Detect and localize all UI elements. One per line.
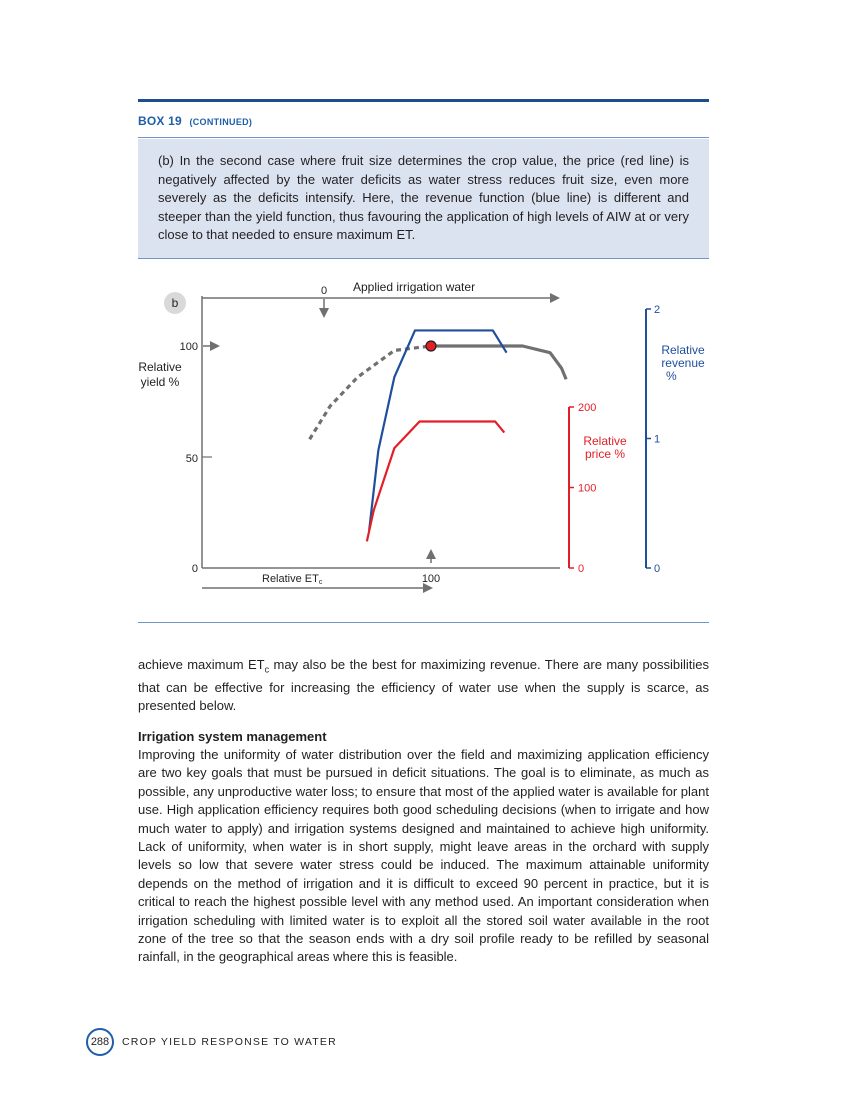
price-tick-label-200: 200 xyxy=(578,402,597,414)
page-number: 288 xyxy=(86,1028,114,1056)
top-rule xyxy=(138,99,709,102)
box-rule-bottom xyxy=(138,622,709,623)
revenue-axis-label-line2: revenue xyxy=(661,356,705,370)
subscript-c: c xyxy=(264,664,270,675)
box-rule-middle xyxy=(138,258,709,259)
footer xyxy=(86,1028,337,1056)
chart xyxy=(130,270,720,600)
yield-curve-solid xyxy=(431,346,566,379)
x-axis-label-subscript: c xyxy=(318,579,323,586)
price-axis-label-line2: price % xyxy=(584,447,626,461)
panel-label: b xyxy=(171,296,179,310)
y-tick-label-100: 100 xyxy=(179,341,198,353)
revenue-tick-label-1: 1 xyxy=(654,433,661,446)
x-axis-label: Relative ETc xyxy=(262,573,323,586)
paragraph-2: Improving the uniformity of water distribution over the field and maximizing application efficiency are two key goals that must be pursued in deficit situations. The goal is to eliminate, as much as possible, any unproductive water loss; to ensure that most of the applied water is available for plant use. High application efficiency requires both good scheduling decisions (when to irrigate and how much water to apply) and irrigation systems designed and maintained to achieve high uniformity. Lack of uniformity, when water is in short supply, might leave areas in the orchard with supply levels so low that severe water stress could be induced. The maximum attainable uniformity depends on the method of irrigation and it is difficult to exceed 90 percent in practice, but it is critical to reach the highest possible level with any method used. An important consideration when irrigation scheduling with limited water is to exploit all the stored soil water available in the root zone of the tree so that the season ends with a dry soil profile ready to be refilled by seasonal rainfall, in the geographical areas where this is feasible. xyxy=(138,747,709,965)
price-axis-label-line1: Relative xyxy=(583,434,627,448)
max-yield-marker xyxy=(426,341,436,351)
y-tick-label-50: 50 xyxy=(185,453,198,465)
revenue-tick-label-2: 2 xyxy=(654,304,661,316)
revenue-axis-label-line3: % xyxy=(666,369,677,383)
box-continued-label: (CONTINUED) xyxy=(189,117,253,127)
top-axis-tick-label: 0 xyxy=(320,285,328,297)
box-rule-top xyxy=(138,137,709,138)
revenue-curve xyxy=(369,330,506,530)
revenue-axis-label-line1: Relative xyxy=(661,343,705,357)
y-axis-label-line1: Relative xyxy=(138,360,182,374)
box-header xyxy=(138,114,252,128)
section-heading: Irrigation system management xyxy=(138,729,327,744)
price-tick-label-100: 100 xyxy=(578,482,597,495)
box-title: BOX 19 xyxy=(138,114,182,128)
y-axis-label-line2: yield % xyxy=(140,375,180,389)
top-axis-label: Applied irrigation water xyxy=(353,280,476,294)
yield-curve-dashed xyxy=(310,346,431,439)
x-tick-label-100: 100 xyxy=(421,573,441,585)
y-tick-label-0: 0 xyxy=(191,563,198,575)
paragraph-1 xyxy=(138,656,709,716)
revenue-tick-label-0: 0 xyxy=(654,563,661,575)
price-tick-label-0: 0 xyxy=(578,563,585,575)
paragraph-1-text: achieve maximum $ET_c$ may also be the best for maximizing revenue. There are many possibilities that can be effective for increasing the efficiency of water use when the supply is scarce, as presented below. xyxy=(138,657,710,714)
price-curve xyxy=(367,421,504,541)
running-head: CROP YIELD RESPONSE TO WATER xyxy=(122,1036,337,1048)
box-text: (b) In the second case where fruit size determines the crop value, the price (red line) is negatively affected by the water deficits as water stress reduces fruit size, even more severely as the deficits intensify. Here, the revenue function (blue line) is different and steeper than the yield function, thus favouring the application of high levels of AIW at or very close to that needed to ensure maximum ET. xyxy=(138,139,709,258)
